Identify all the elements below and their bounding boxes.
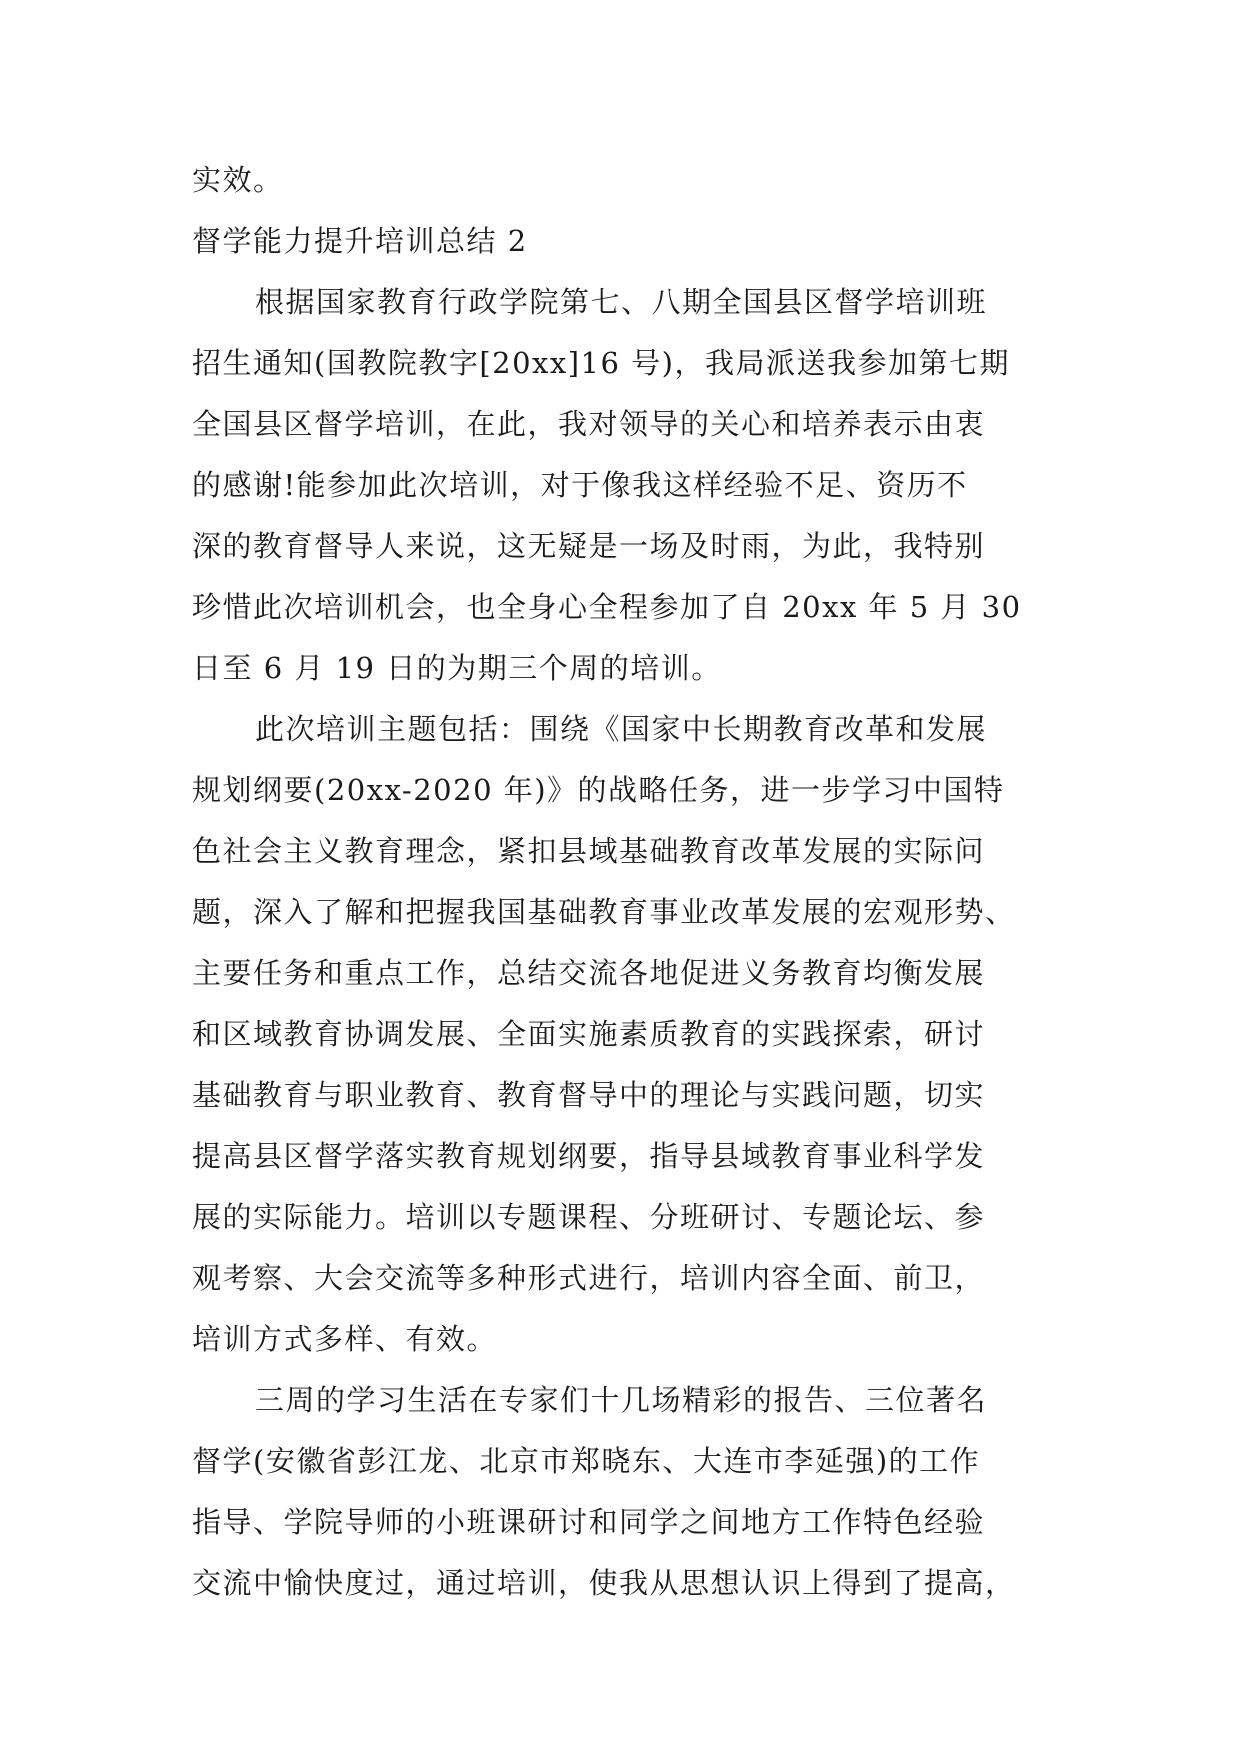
paragraph-2-line: 展的实际能力。培训以专题课程、分班研讨、专题论坛、参 <box>192 1200 986 1234</box>
paragraph-1-line: 深的教育督导人来说，这无疑是一场及时雨，为此，我特别 <box>192 529 986 563</box>
paragraph-2-line: 规划纲要(20xx-2020 年)》的战略任务，进一步学习中国特 <box>192 773 1005 807</box>
paragraph-2-line: 此次培训主题包括：围绕《国家中长期教育改革和发展 <box>255 712 988 746</box>
paragraph-1-line: 根据国家教育行政学院第七、八期全国县区督学培训班 <box>255 285 988 319</box>
paragraph-3-line: 三周的学习生活在专家们十几场精彩的报告、三位著名 <box>255 1383 988 1417</box>
text-line: 实效。 <box>192 163 284 197</box>
paragraph-2-line: 主要任务和重点工作，总结交流各地促进义务教育均衡发展 <box>192 956 986 990</box>
paragraph-2-line: 提高县区督学落实教育规划纲要，指导县域教育事业科学发 <box>192 1139 986 1173</box>
paragraph-1-line: 的感谢!能参加此次培训，对于像我这样经验不足、资历不 <box>192 468 968 502</box>
paragraph-3-line: 督学(安徽省彭江龙、北京市郑晓东、大连市李延强)的工作 <box>192 1444 981 1478</box>
document-body <box>192 150 1054 1614</box>
section-title: 督学能力提升培训总结 2 <box>192 224 528 258</box>
paragraph-2-line: 观考察、大会交流等多种形式进行，培训内容全面、前卫， <box>192 1261 986 1295</box>
paragraph-2-line: 色社会主义教育理念，紧扣县域基础教育改革发展的实际问 <box>192 834 986 868</box>
paragraph-1-line: 全国县区督学培训，在此，我对领导的关心和培养表示由衷 <box>192 407 986 441</box>
paragraph-3-line: 指导、学院导师的小班课研讨和同学之间地方工作特色经验 <box>192 1505 986 1539</box>
paragraph-1-line: 珍惜此次培训机会，也全身心全程参加了自 20xx 年 5 月 30 <box>192 590 1022 624</box>
paragraph-2-line: 培训方式多样、有效。 <box>192 1322 498 1356</box>
paragraph-3-line: 交流中愉快度过，通过培训，使我从思想认识上得到了提高， <box>192 1566 1016 1600</box>
paragraph-2-line: 题，深入了解和把握我国基础教育事业改革发展的宏观形势、 <box>192 895 1016 929</box>
paragraph-2-line: 和区域教育协调发展、全面实施素质教育的实践探索，研讨 <box>192 1017 986 1051</box>
paragraph-2-line: 基础教育与职业教育、教育督导中的理论与实践问题，切实 <box>192 1078 986 1112</box>
paragraph-1-line: 招生通知(国教院教字[20xx]16 号)，我局派送我参加第七期 <box>192 346 1010 380</box>
paragraph-1-line: 日至 6 月 19 日的为期三个周的培训。 <box>192 651 722 685</box>
